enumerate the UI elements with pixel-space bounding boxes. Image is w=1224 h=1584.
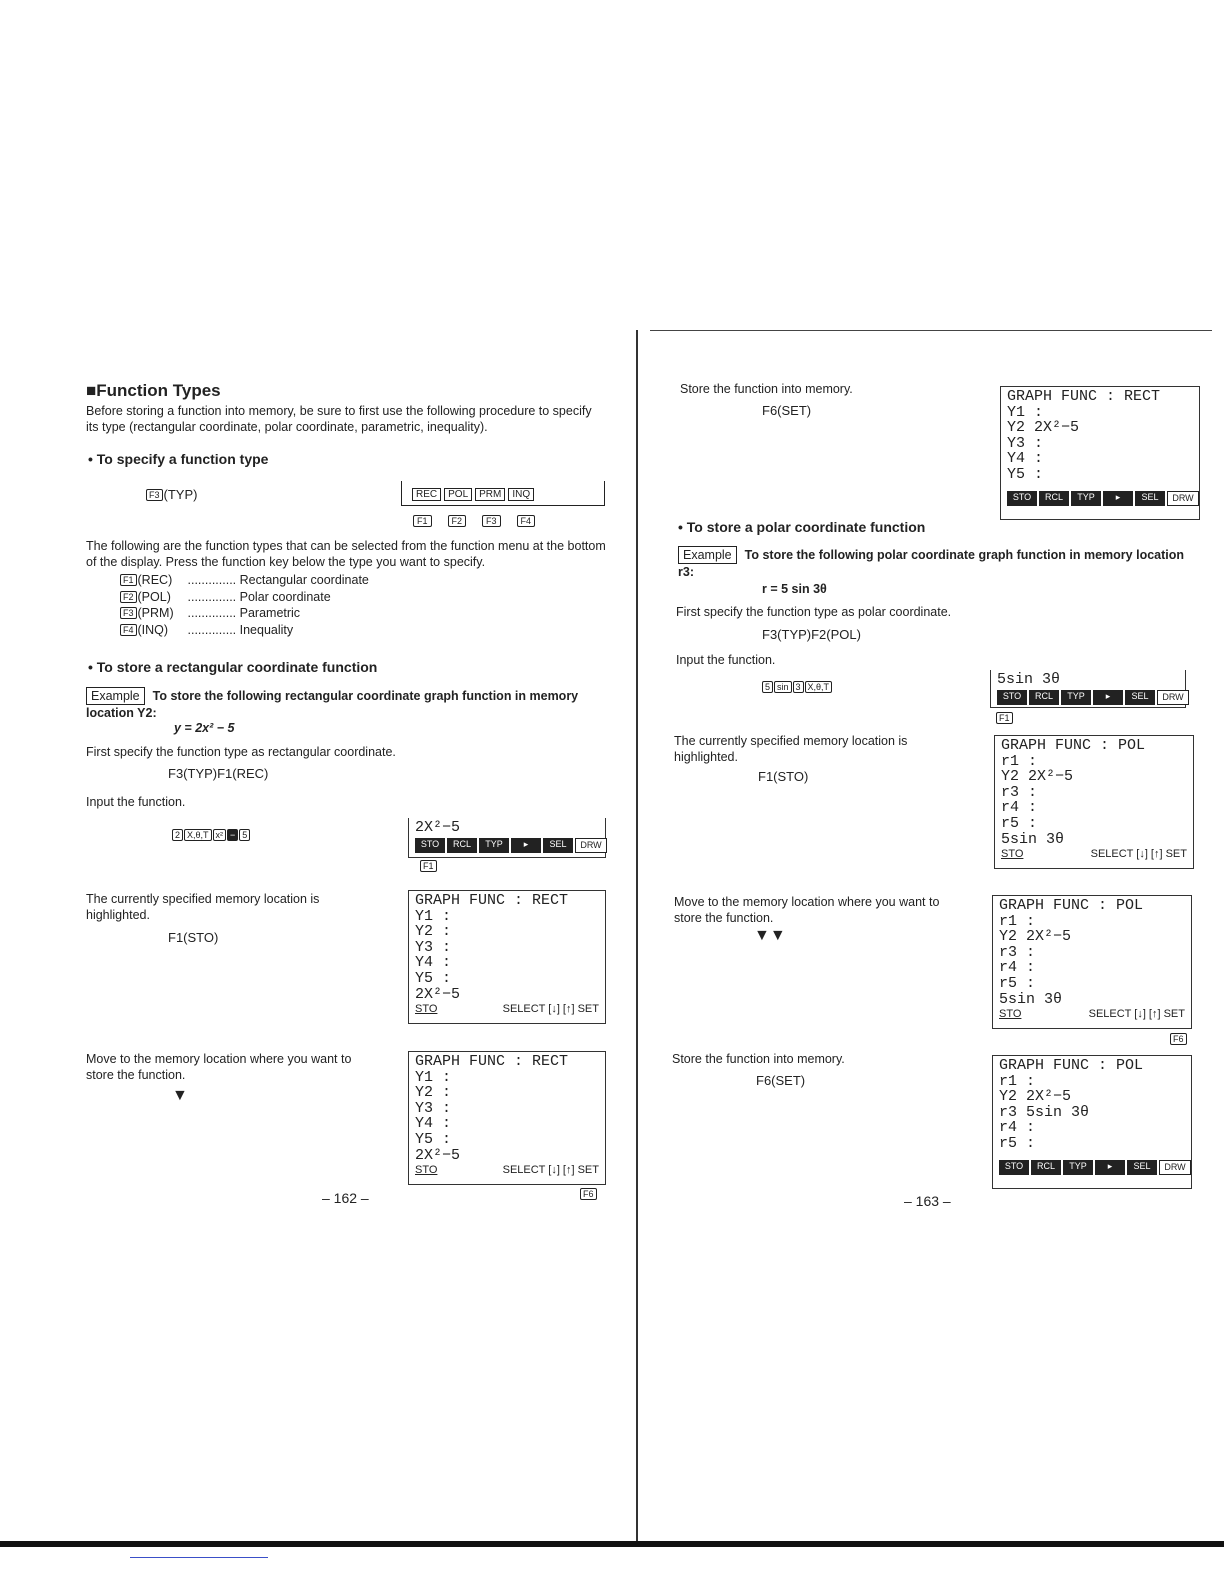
key-xthetat[interactable]: X,θ,T [184,829,212,841]
lcd-title: GRAPH FUNC : POL [999,897,1144,914]
lcd-line: Y2 : [415,923,452,941]
set-step: F6(SET) [762,403,812,418]
highlighted-text-polar: The currently specified memory location is highlighted. [674,734,908,764]
softkey-rcl[interactable]: RCL [1029,690,1059,705]
fkey-f1[interactable]: F1 [413,515,432,527]
softkey-drw[interactable]: DRW [1157,690,1189,705]
lcd-line: r4 : [999,1119,1036,1137]
highlighted-text: The currently specified memory location is highlighted. [86,892,320,922]
lcd-line: r5 : [999,1134,1036,1152]
lcd-line: Y5 : [1007,465,1044,483]
input-function-label-polar: Input the function. [676,653,776,667]
lcd1-fkey[interactable]: F1 [420,860,437,872]
right-page [638,0,1224,1584]
lcd-title: GRAPH FUNC : POL [1001,737,1146,754]
softkey-sel[interactable]: SEL [1125,690,1155,705]
softkey-rcl[interactable]: RCL [447,838,477,853]
type-row: F3 (PRM) .............. Parametric [120,605,369,622]
softkey-typ[interactable]: TYP [479,838,509,853]
softkey-arrow[interactable]: ▸ [1103,491,1133,506]
lcd-title: GRAPH FUNC : RECT [415,892,569,909]
lcd-line: Y5 : [415,969,452,987]
lcd7-fkey[interactable]: F6 [1170,1033,1187,1045]
types-list [120,572,369,638]
lcd-line: Y4 : [1007,450,1044,468]
input-function-label: Input the function. [86,795,186,809]
types-intro: The following are the function types that can be selected from the function menu at the bottom of the display. Press the function key below the type you want to specify. [86,539,606,569]
menu-prm[interactable]: PRM [475,488,505,501]
lcd-line: r4 : [1001,799,1038,817]
sto-step-polar: F1(STO) [758,769,809,784]
typ-pol-step: F3(TYP)F2(POL) [762,627,861,642]
softkey-rcl[interactable]: RCL [1039,491,1069,506]
menu-rec[interactable]: REC [412,488,441,501]
sub3-title: • To store a polar coordinate function [678,519,926,535]
lcd-line: r1 : [999,1072,1036,1090]
softkey-drw[interactable]: DRW [575,838,607,853]
softkey-sto[interactable]: STO [415,838,445,853]
fkey-f2[interactable]: F2 [448,515,467,527]
lcd-title: GRAPH FUNC : RECT [1007,388,1161,405]
lcd-line: Y1 : [415,1068,452,1086]
sub2-title: • To store a rectangular coordinate function [88,659,378,675]
lcd-line: Y3 : [415,1099,452,1117]
softkey-sto[interactable]: STO [997,690,1027,705]
softkey-drw[interactable]: DRW [1167,491,1199,506]
typ-rec-step: F3(TYP)F1(REC) [168,766,269,781]
lcd5-fkey[interactable]: F1 [996,712,1013,724]
softkey-sto[interactable]: STO [999,1160,1029,1175]
key-5[interactable]: 5 [762,681,773,693]
example-formula: y = 2x² − 5 [174,721,235,735]
key-square[interactable]: x² [213,829,227,841]
lcd-line: Y3 : [1007,434,1044,452]
type-menu [401,481,605,506]
menu-inq[interactable]: INQ [508,488,534,501]
menu-pol[interactable]: POL [444,488,472,501]
key-2[interactable]: 2 [172,829,183,841]
fkey-f4[interactable]: F4 [517,515,536,527]
lcd-rect-list-2 [408,1051,606,1185]
key-3[interactable]: 3 [793,681,804,693]
lcd3-fkey[interactable]: F6 [580,1188,597,1200]
fkey-f3[interactable]: F3 [482,515,501,527]
lcd-line: 5sin 3θ [999,990,1063,1008]
softkey-row [1007,491,1193,506]
lcd-input-polar [990,670,1186,708]
key-5[interactable]: 5 [239,829,250,841]
first-specify-polar: First specify the function type as polar coordinate. [676,605,952,619]
page-number-left: – 162 – [322,1190,369,1206]
lcd-line: Y2 2X²−5 [1001,768,1074,786]
lcd-title: GRAPH FUNC : RECT [415,1053,569,1070]
lcd-bottom: STO SELECT [↓] [↑] SET [415,1164,599,1177]
softkey-sel[interactable]: SEL [1135,491,1165,506]
example-formula-polar: r = 5 sin 3θ [762,582,827,596]
key-minus[interactable]: − [227,829,238,841]
type-row: F4 (INQ) .............. Inequality [120,622,369,639]
lcd-line: Y4 : [415,954,452,972]
softkey-sto[interactable]: STO [1007,491,1037,506]
lcd-line: 5sin 3θ [1001,830,1065,848]
lcd-line: 2X²−5 [415,985,461,1003]
lcd-bottom: STO SELECT [↓] [↑] SET [415,1003,599,1016]
move-text: Move to the memory location where you want to store the function. [86,1052,352,1082]
set-step-2: F6(SET) [756,1073,806,1088]
move-text-polar: Move to the memory location where you want to store the function. [674,895,940,925]
first-specify: First specify the function type as rectangular coordinate. [86,745,396,759]
store-text: Store the function into memory. [680,382,853,396]
softkey-rcl[interactable]: RCL [1031,1160,1061,1175]
lcd-input-rect [408,818,606,858]
example-block-polar: Example To store the following polar coordinate graph function in memory location r3: [678,548,1185,579]
softkey-typ[interactable]: TYP [1063,1160,1093,1175]
lcd-line: Y4 : [415,1115,452,1133]
type-row: F2 (POL) .............. Polar coordinate [120,589,369,606]
type-row: F1 (REC) .............. Rectangular coordinate [120,572,369,589]
page-number-right: – 163 – [904,1193,951,1209]
lcd-line: r3 : [999,943,1036,961]
softkey-row [415,838,602,853]
lcd-line: r1 : [1001,752,1038,770]
lcd-pol-list-1 [994,735,1194,869]
lcd-line: r5 : [999,974,1036,992]
lcd-line: 5sin 3θ [997,671,1061,688]
lcd-line: 2X²−5 [415,1146,461,1164]
softkey-row [999,1160,1185,1175]
key-sin[interactable]: sin [774,681,792,693]
lcd-line: Y2 2X²−5 [999,928,1072,946]
move-keys-polar[interactable]: ▼▼ [754,927,786,944]
move-key[interactable]: ▼ [172,1087,188,1104]
lcd-rect-stored [1000,386,1200,520]
lcd-line: Y1 : [1007,403,1044,421]
softkey-typ[interactable]: TYP [1071,491,1101,506]
lcd-line: r3 5sin 3θ [999,1103,1090,1121]
lcd-bottom: STO SELECT [↓] [↑] SET [1001,848,1187,861]
lcd-bottom: STO SELECT [↓] [↑] SET [999,1008,1185,1021]
type-fkeys [413,511,551,529]
lcd-pol-list-2 [992,895,1192,1029]
lcd-rect-list-1 [408,890,606,1024]
lcd-pol-stored [992,1055,1192,1189]
input-keys [172,826,251,844]
lcd-line: r1 : [999,912,1036,930]
key-xthetat[interactable]: X,θ,T [805,681,833,693]
softkey-typ[interactable]: TYP [1061,690,1091,705]
example-block: Example To store the following rectangular coordinate graph function in memory location Y2: [86,689,579,720]
lcd-line: Y3 : [415,938,452,956]
lcd-line: Y2 2X²−5 [999,1088,1072,1106]
sto-step: F1(STO) [168,930,219,945]
lcd-line: 2X²−5 [415,819,461,836]
softkey-arrow[interactable]: ▸ [1095,1160,1125,1175]
softkey-drw[interactable]: DRW [1159,1160,1191,1175]
softkey-sel[interactable]: SEL [543,838,573,853]
input-keys-polar [762,678,833,696]
typ-step: F3 (TYP) [146,487,197,503]
lcd-line: Y5 : [415,1130,452,1148]
softkey-arrow[interactable]: ▸ [511,838,541,853]
lcd-line: Y1 : [415,907,452,925]
section-title: ■Function Types [86,381,221,400]
lcd-line: Y2 2X²−5 [1007,419,1080,437]
lcd-line: r4 : [999,959,1036,977]
softkey-sel[interactable]: SEL [1127,1160,1157,1175]
softkey-row [997,690,1184,705]
lcd-title: GRAPH FUNC : POL [999,1057,1144,1074]
store-text-2: Store the function into memory. [672,1052,845,1066]
lcd-line: r5 : [1001,814,1038,832]
intro-text: Before storing a function into memory, be sure to first use the following procedure to specify its type (rectangular coordinate, polar coordinate, parametric, inequality). [86,404,592,434]
softkey-arrow[interactable]: ▸ [1093,690,1123,705]
sub1-title: • To specify a function type [88,451,269,467]
lcd-line: r3 : [1001,783,1038,801]
lcd-line: Y2 : [415,1084,452,1102]
